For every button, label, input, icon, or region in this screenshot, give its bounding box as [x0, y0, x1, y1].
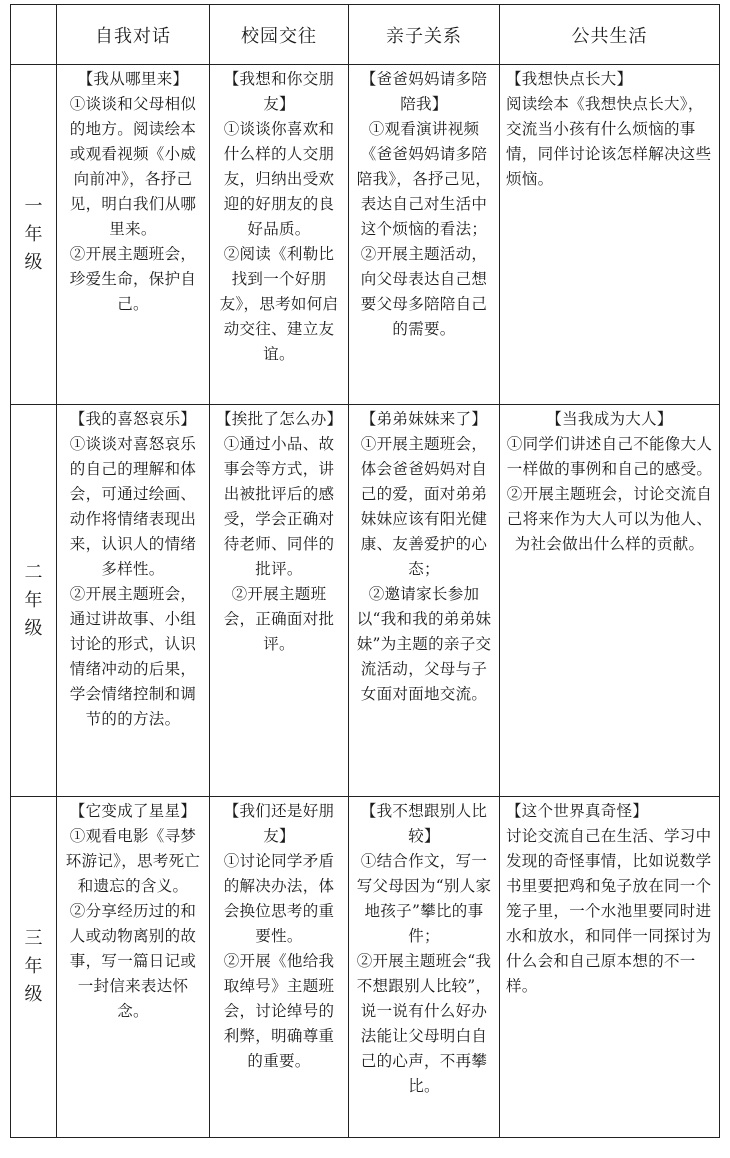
activity-title: 【我从哪里来】	[77, 70, 189, 88]
activity-description: ①通过小品、故事会等方式，讲出被批评后的感受，学会正确对待老师、同伴的批评。 ②开展主题班会，正确面对批评。	[223, 435, 335, 653]
activity-title: 【这个世界真奇怪】	[506, 802, 649, 820]
activity-description: ①观看电影《寻梦环游记》，思考死亡和遗忘的含义。 ②分享经历过的和人或动物离别的故事，写一篇日记或一封信来表达怀念。	[65, 827, 201, 1020]
grade-label: 一年级	[24, 195, 43, 273]
cell-self-dialogue	[57, 797, 210, 1138]
header-self-dialogue: 自我对话	[57, 5, 210, 65]
activity-description: 阅读绘本《我想快点长大》，交流当小孩有什么烦恼的事情，同伴讨论该怎样解决这些烦恼。	[506, 95, 712, 188]
activity-title: 【它变成了星星】	[69, 802, 197, 820]
grade-label: 三年级	[24, 928, 43, 1005]
activity-title: 【我不想跟别人比较】	[360, 802, 488, 845]
activity-title: 【当我成为大人】	[546, 410, 673, 428]
header-public-life: 公共生活	[500, 5, 720, 65]
activity-description: ①同学们讲述自己不能像大人一样做的事例和自己的感受。 ②开展主题班会，讨论交流自己将来作为大人可以为他人、为社会做出什么样的贡献。	[506, 435, 713, 553]
cell-campus-interaction	[210, 797, 349, 1138]
grade-cell	[11, 65, 57, 405]
table-row-grade-2	[11, 405, 720, 797]
cell-public-life	[500, 405, 720, 797]
table-row-grade-1	[11, 65, 720, 405]
cell-campus-interaction	[210, 405, 349, 797]
cell-campus-interaction	[210, 65, 349, 405]
header-parent-child: 亲子关系	[349, 5, 500, 65]
grade-cell	[11, 797, 57, 1138]
activity-description: ①讨论同学矛盾的解决办法，体会换位思考的重要性。 ②开展《他给我取绰号》主题班会，讨论绰号的利弊，明确尊重的重要。	[223, 852, 335, 1070]
activity-description: ①谈谈对喜怒哀乐的自己的理解和体会，可通过绘画、动作将情绪表现出来，认识人的情绪多样性。 ②开展主题班会，通过讲故事、小组讨论的形式，认识情绪冲动的后果，学会情绪控制和调节的的方法。	[69, 435, 197, 728]
table-row-grade-3	[11, 797, 720, 1138]
cell-self-dialogue	[57, 65, 210, 405]
activity-title: 【挨批了怎么办】	[216, 410, 343, 428]
header-campus-interaction: 校园交往	[210, 5, 349, 65]
activity-description: ①观看演讲视频《爸爸妈妈请多陪陪我》，各抒己见，表达自己对生活中这个烦恼的看法； ②开展主题活动，向父母表达自己想要父母多陪陪自己的需要。	[356, 120, 492, 338]
activity-description: ①开展主题班会，体会爸爸妈妈对自己的爱，面对弟弟妹妹应该有阳光健康、友善爱护的心态； ②邀请家长参加以“我和我的弟弟妹妹”为主题的亲子交流活动，父母与子女面对面地交流。	[356, 435, 492, 703]
activity-description: ①谈谈和父母相似的地方。阅读绘本或观看视频《小威向前冲》，各抒己见，明白我们从哪里来。 ②开展主题班会，珍爱生命，保护自己。	[69, 95, 197, 313]
cell-self-dialogue	[57, 405, 210, 797]
cell-parent-child	[349, 405, 500, 797]
activity-title: 【我想和你交朋友】	[223, 70, 335, 113]
activity-description: ①谈谈你喜欢和什么样的人交朋友，归纳出受欢迎的好朋友的良好品质。 ②阅读《利勒比找到一个好朋友》，思考如何启动交往、建立友谊。	[219, 120, 339, 363]
activity-title: 【爸爸妈妈请多陪陪我】	[360, 70, 488, 113]
grade-label: 二年级	[24, 561, 43, 639]
cell-public-life	[500, 65, 720, 405]
cell-public-life	[500, 797, 720, 1138]
cell-parent-child	[349, 65, 500, 405]
header-row	[11, 5, 720, 65]
activity-title: 【我们还是好朋友】	[223, 802, 335, 845]
activity-description: ①结合作文，写一写父母因为“别人家地孩子”攀比的事件； ②开展主题班会“我不想跟别人比较”，说一说有什么好办法能让父母明白自己的心声，不再攀比。	[356, 852, 492, 1095]
curriculum-table	[10, 4, 720, 1138]
grade-cell	[11, 405, 57, 797]
activity-title: 【我想快点长大】	[506, 70, 633, 88]
header-corner	[11, 5, 57, 65]
activity-title: 【弟弟妹妹来了】	[360, 410, 488, 428]
activity-title: 【我的喜怒哀乐】	[69, 410, 197, 428]
cell-parent-child	[349, 797, 500, 1138]
activity-description: 讨论交流自己在生活、学习中发现的奇怪事情，比如说数学书里要把鸡和兔子放在同一个笼子里，一个水池里要同时进水和放水，和同伴一同探讨为什么会和自己原本想的不一样。	[506, 827, 712, 995]
